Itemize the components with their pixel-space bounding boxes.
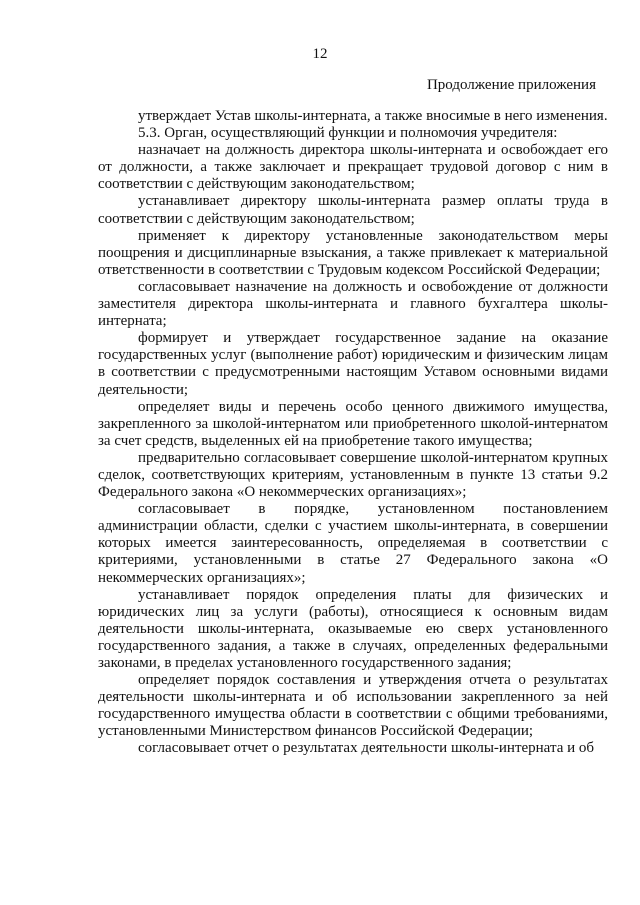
paragraph: согласовывает назначение на должность и освобождение от должности заместителя директора школы-интерната и главного бухгалтера школы-интерната; bbox=[98, 278, 608, 330]
continuation-label: Продолжение приложения bbox=[426, 77, 596, 93]
paragraph: применяет к директору установленные законодательством меры поощрения и дисциплинарные взыскания, а также привлекает к материальной ответственности в соответствии с Трудовым кодексом Российской Федерации; bbox=[98, 227, 608, 278]
section-heading: 5.3. Орган, осуществляющий функции и полномочия учредителя: bbox=[138, 125, 558, 142]
page-number: 12 bbox=[312, 46, 328, 62]
document-body bbox=[98, 108, 608, 758]
paragraph: определяет виды и перечень особо ценного движимого имущества, закрепленного за школой-интернатом или приобретенного школой-интернатом за счет средств, выделенных ей на приобретение такого имущества; bbox=[98, 398, 608, 449]
paragraph: устанавливает порядок определения платы для физических и юридических лиц за услуги (работы), относящиеся к основным видам деятельности школы-интерната, оказываемые ею сверх установленного государственного задания, а также в случаях, определенных федеральными законами, в пределах установленного государственного задания; bbox=[98, 586, 608, 671]
paragraph: утверждает Устав школы-интерната, а также вносимые в него изменения. bbox=[138, 108, 608, 124]
paragraph: определяет порядок составления и утверждения отчета о результатах деятельности школы-интерната и об использовании закрепленного за ней государственного имущества области в соответствии с общими требованиями, установленными Министерством финансов Российской Федерации; bbox=[98, 672, 608, 740]
paragraph: формирует и утверждает государственное задание на оказание государственных услуг (выполнение работ) юридическим и физическим лицам в соответствии с предусмотренными настоящим Уставом основными видами деятельности; bbox=[98, 330, 608, 398]
paragraph: согласовывает отчет о результатах деятельности школы-интерната и об bbox=[138, 740, 595, 757]
paragraph: назначает на должность директора школы-интерната и освобождает его от должности, а также заключает и прекращает трудовой договор с ним в соответствии с действующим законодательством; bbox=[98, 142, 608, 193]
paragraph: устанавливает директору школы-интерната размер оплаты труда в соответствии с действующим законодательством; bbox=[98, 193, 608, 227]
paragraph: предварительно согласовывает совершение школой-интернатом крупных сделок, соответствующих критериям, установленным в пункте 13 статьи 9.2 Федерального закона «О некоммерческих организациях»; bbox=[98, 449, 608, 501]
paragraph: согласовывает в порядке, установленном постановлением администрации области, сделки с участием школы-интерната, в совершении которых имеется заинтересованность, определяемая в соответствии с критериями, установленными в статье 27 Федерального закона «О некоммерческих организациях»; bbox=[98, 501, 608, 586]
